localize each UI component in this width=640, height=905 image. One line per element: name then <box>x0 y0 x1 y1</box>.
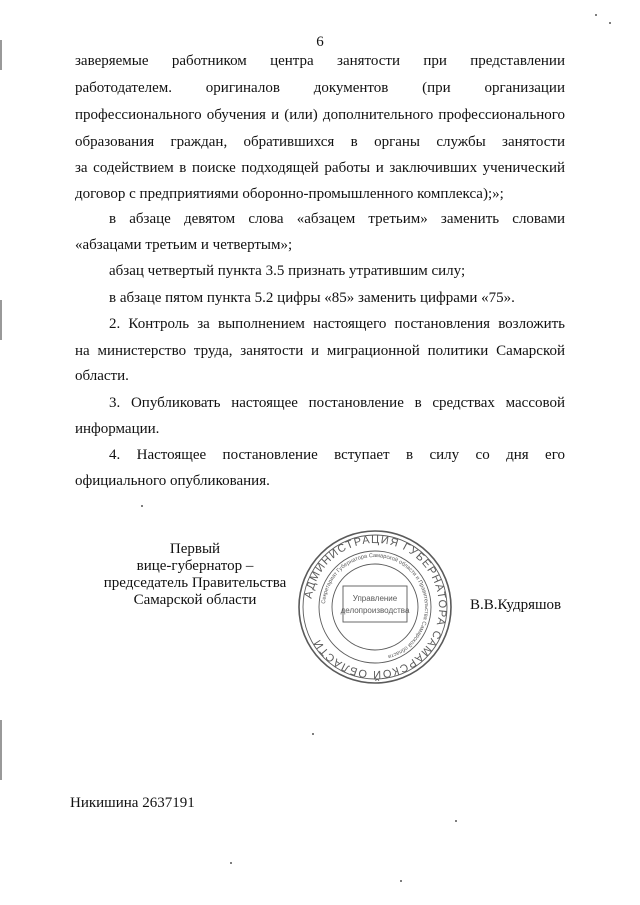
scan-speck <box>609 22 611 24</box>
text-line: в абзаце пятом пункта 5.2 цифры «85» заменить цифрами «75». <box>109 290 515 306</box>
seal-center-line: Управление <box>352 594 398 603</box>
scan-speck <box>230 862 232 864</box>
text-line: заверяемые работником центра занятости при представлении <box>75 53 565 69</box>
text-line: «абзацами третьим и четвертым»; <box>75 237 293 253</box>
text-line: 4. Настоящее постановление вступает в силу со дня его <box>109 447 565 463</box>
scan-edge-mark <box>0 300 2 340</box>
scan-speck <box>400 880 402 882</box>
signer-title-line: Первый <box>169 541 221 557</box>
text-line: работодателем. оригиналов документов (при организации <box>75 80 565 96</box>
seal-outer-text: АДМИНИСТРАЦИЯ ГУБЕРНАТОРА САМАРСКОЙ ОБЛАСТИ <box>302 533 449 681</box>
signer-title <box>95 541 295 609</box>
signer-title-line: Самарской области <box>133 592 257 608</box>
scan-speck <box>455 820 457 822</box>
scan-speck <box>141 505 143 507</box>
text-line: образования граждан, обратившихся в органы службы занятости <box>75 134 565 150</box>
official-seal <box>296 528 454 686</box>
executor-contact: Никишина 2637191 <box>70 795 195 811</box>
page-number: 6 <box>316 34 324 50</box>
text-line: в абзаце девятом слова «абзацем третьим» заменить словами <box>109 211 565 227</box>
text-line: информации. <box>75 421 160 437</box>
signer-title-line: председатель Правительства <box>103 575 287 591</box>
seal-inner-text: Секретариат Губернатора Самарской области и Правительства Самарской области <box>321 552 430 660</box>
text-line: на министерство труда, занятости и миграционной политики Самарской <box>75 343 565 359</box>
text-line: официального опубликования. <box>75 473 270 489</box>
text-line: профессионального обучения и (или) дополнительного профессионального <box>75 107 565 123</box>
scan-edge-mark <box>0 720 2 780</box>
scan-speck <box>312 733 314 735</box>
text-line: области. <box>75 368 129 384</box>
text-line: 3. Опубликовать настоящее постановление в средствах массовой <box>109 395 565 411</box>
text-line: 2. Контроль за выполнением настоящего постановления возложить <box>109 316 565 332</box>
signer-title-line: вице-губернатор – <box>136 558 254 574</box>
seal-center-line: делопроизводства <box>340 606 410 615</box>
text-line: абзац четвертый пункта 3.5 признать утратившим силу; <box>109 263 466 279</box>
text-line: договор с предприятиями оборонно-промышленного комплекса);»; <box>75 186 504 202</box>
scan-edge-mark <box>0 40 2 70</box>
scan-speck <box>595 14 597 16</box>
text-line: за содействием в поиске подходящей работы и заключивших ученический <box>75 160 565 176</box>
signer-name: В.В.Кудряшов <box>470 597 562 613</box>
